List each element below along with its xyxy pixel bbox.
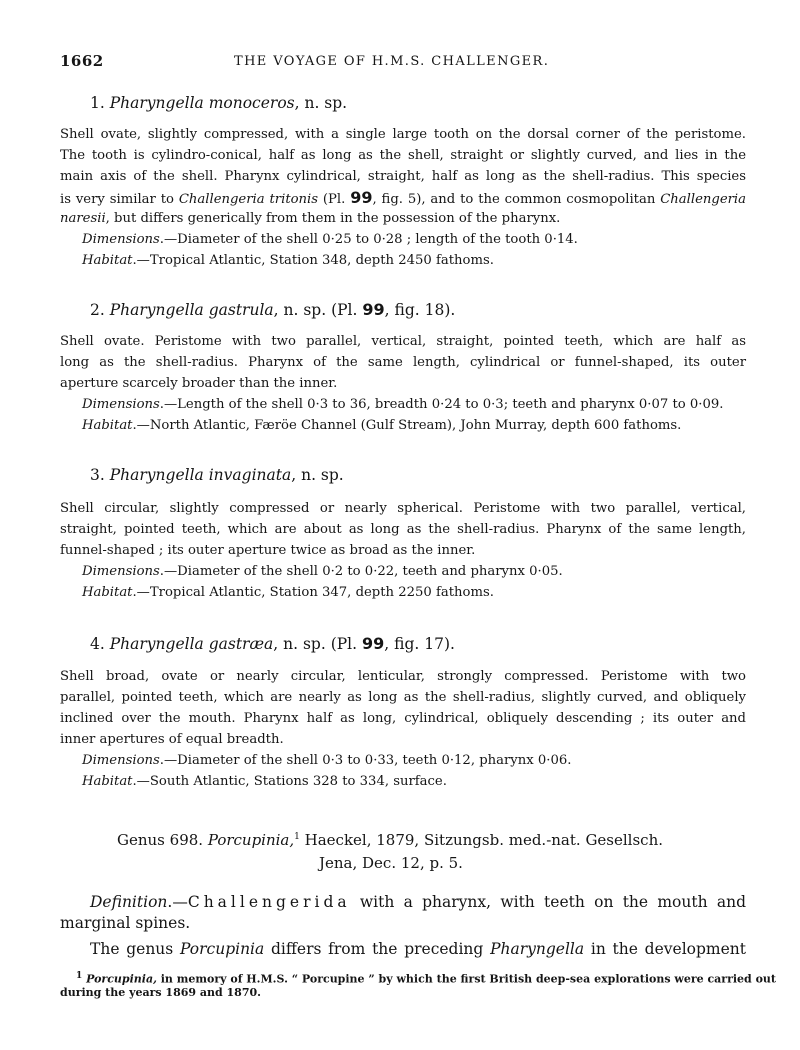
genus-definition-line: marginal spines. [60,914,191,932]
description-line: Shell ovate. Peristome with two parallel, vertical, straight, pointed teeth, which are half as [60,334,746,349]
page-number: 1662 [60,52,104,70]
footnote-marker: 1 [294,832,300,842]
footnote: $^1$ Porcupinia, in memory of H.M.S. “ Porcupine ” by which the first British deep-sea explorations were carried out [76,971,776,986]
species-name: Pharyngella monoceros [109,94,295,112]
description-line: funnel-shaped ; its outer aperture twice as broad as the inner. [60,543,476,558]
species-name: Pharyngella gastræa [109,635,274,653]
description-line: The tooth is cylindro-conical, half as long as the shell, straight or slightly curved, and lies in the [60,148,746,163]
species-heading: 3. Pharyngella invaginata, n. sp. [90,466,344,484]
description-line: naresii, but differs generically from them in the possession of the pharynx. [60,211,561,226]
description-line: aperture scarcely broader than the inner. [60,376,338,391]
genus-heading: Genus 698. Porcupinia,$^1$ Haeckel, 1879, Sitzungsb. med.-nat. Gesellsch. [117,831,663,849]
species-heading: 1. Pharyngella monoceros, n. sp. [90,94,348,112]
description-line: Shell broad, ovate or nearly circular, lenticular, strongly compressed. Peristome with two [60,669,746,684]
species-heading: 2. Pharyngella gastrula, n. sp. (Pl. 99, fig. 18). [90,300,456,319]
habitat-line: Habitat.—Tropical Atlantic, Station 348, depth 2450 fathoms. [82,253,494,268]
species-name: Pharyngella invaginata [109,466,292,484]
plate-number: 99 [362,300,385,319]
footnote-line: during the years 1869 and 1870. [60,986,261,999]
genus-paragraph: The genus Porcupinia differs from the preceding Pharyngella in the development [90,940,746,958]
dimensions-line: Dimensions.—Diameter of the shell 0·25 to 0·28 ; length of the tooth 0·14. [82,232,578,247]
plate-number: 99 [362,634,385,653]
plate-number: 99 [350,188,373,207]
description-line: straight, pointed teeth, which are about as long as the shell-radius. Pharynx of the same length, [60,522,746,537]
page-header [60,52,746,74]
description-line: is very similar to Challengeria tritonis (Pl. 99, fig. 5), and to the common cosmopolitan Challengeria [60,188,747,207]
habitat-line: Habitat.—North Atlantic, Færöe Channel (Gulf Stream), John Murray, depth 600 fathoms. [82,418,682,433]
description-line: Shell ovate, slightly compressed, with a single large tooth on the dorsal corner of the peristome. [60,127,746,142]
genus-name: Porcupinia, [207,831,295,849]
habitat-line: Habitat.—South Atlantic, Stations 328 to 334, surface. [82,774,447,789]
dimensions-line: Dimensions.—Diameter of the shell 0·2 to 0·22, teeth and pharynx 0·05. [82,564,563,579]
dimensions-line: Dimensions.—Length of the shell 0·3 to 36, breadth 0·24 to 0·3; teeth and pharynx 0·07 to 0·09. [82,397,724,412]
description-line: inner apertures of equal breadth. [60,732,284,747]
genus-reference: Jena, Dec. 12, p. 5. [319,854,463,872]
description-line: Shell circular, slightly compressed or nearly spherical. Peristome with two parallel, vertical, [60,501,746,516]
running-title: THE VOYAGE OF H.M.S. CHALLENGER. [234,54,550,69]
dimensions-line: Dimensions.—Diameter of the shell 0·3 to 0·33, teeth 0·12, pharynx 0·06. [82,753,572,768]
description-line: long as the shell-radius. Pharynx of the same length, cylindrical or funnel-shaped, its outer [60,355,746,370]
species-name: Pharyngella gastrula [109,301,274,319]
habitat-line: Habitat.—Tropical Atlantic, Station 347, depth 2250 fathoms. [82,585,494,600]
description-line: main axis of the shell. Pharynx cylindrical, straight, half as long as the shell-radius. This species [60,169,746,184]
description-line: parallel, pointed teeth, which are nearly as long as the shell-radius, slightly curved, and obliquely [60,690,746,705]
genus-definition: Definition.—Challengerida with a pharynx, with teeth on the mouth and [90,893,746,911]
species-heading: 4. Pharyngella gastræa, n. sp. (Pl. 99, fig. 17). [90,634,455,653]
description-line: inclined over the mouth. Pharynx half as long, cylindrical, obliquely descending ; its outer and [60,711,746,726]
